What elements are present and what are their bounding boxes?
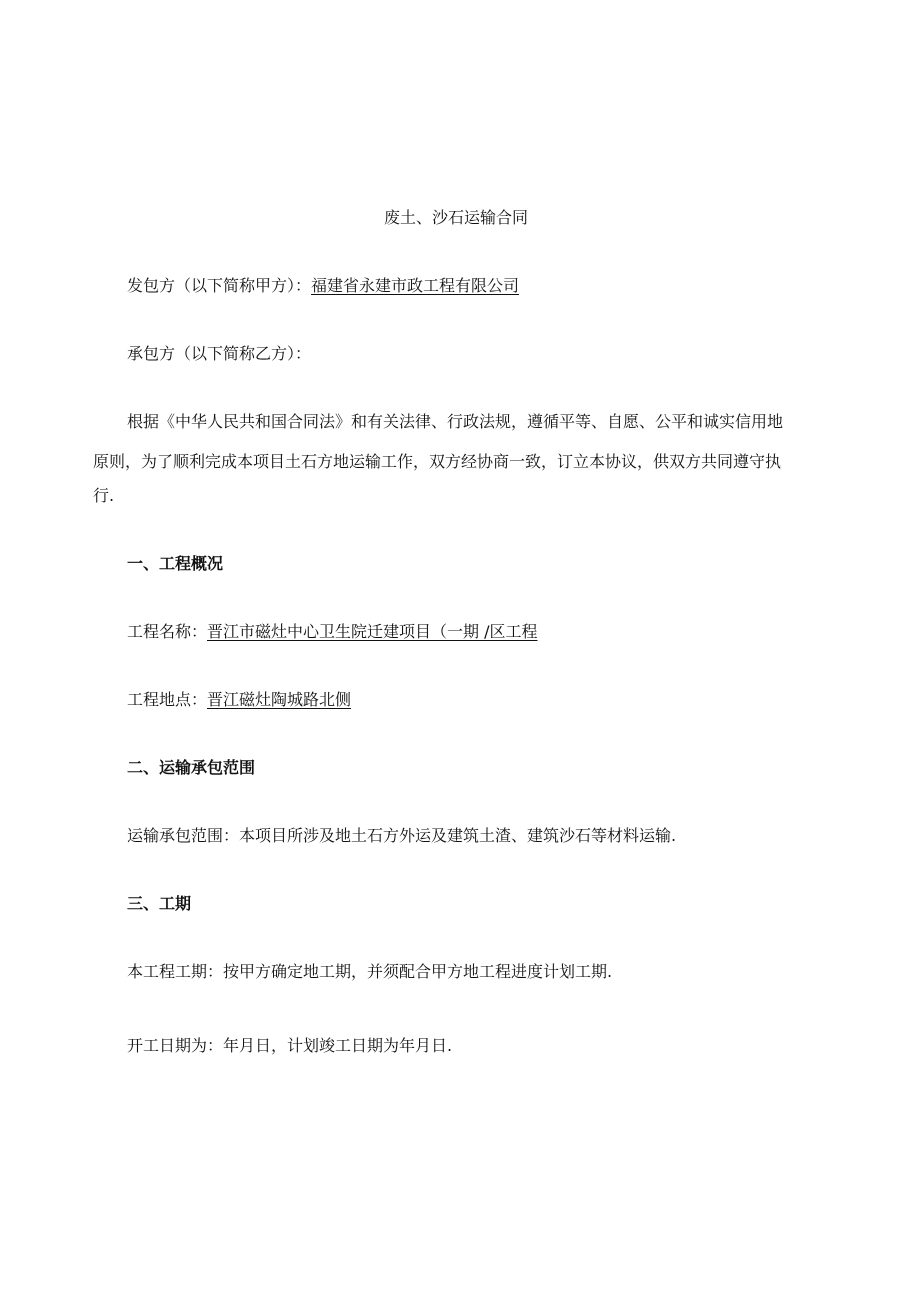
party-b-line (127, 344, 311, 364)
project-location-value: 晋江磁灶陶城路北侧 (207, 690, 352, 709)
project-name-label: 工程名称： (127, 622, 208, 641)
preamble-line-2: 原则，为了顺利完成本项目土石方地运输工作，双方经协商一致，订立本协议，供双方共同遵守执 (93, 452, 782, 471)
section-3-heading: 三、工期 (127, 894, 192, 913)
project-name-value: 晋江市磁灶中心卫生院迁建项目（一期 /区工程 (207, 622, 538, 641)
party-a-line (127, 276, 519, 296)
period-text: 本工程工期：按甲方确定地工期，并须配合甲方地工程进度计划工期. (127, 962, 613, 981)
section-1-heading: 一、工程概况 (127, 554, 224, 573)
preamble-line-3: 行. (93, 486, 115, 505)
section-2-heading: 二、运输承包范围 (127, 758, 256, 777)
party-b-label: 承包方（以下简称乙方）： (127, 344, 312, 363)
party-a-name: 福建省永建市政工程有限公司 (311, 276, 520, 295)
dates-text: 开工日期为：年月日，计划竣工日期为年月日. (127, 1036, 453, 1055)
project-location-line (127, 690, 351, 710)
project-name-line (127, 622, 538, 642)
project-location-label: 工程地点： (127, 690, 208, 709)
document-title: 废土、沙石运输合同 (384, 208, 529, 227)
party-a-label: 发包方（以下简称甲方）： (127, 276, 312, 295)
scope-text: 运输承包范围：本项目所涉及地土石方外运及建筑土渣、建筑沙石等材料运输. (127, 826, 677, 845)
preamble-line-1: 根据《中华人民共和国合同法》和有关法律、行政法规，遵循平等、自愿、公平和诚实信用地 (127, 412, 784, 431)
